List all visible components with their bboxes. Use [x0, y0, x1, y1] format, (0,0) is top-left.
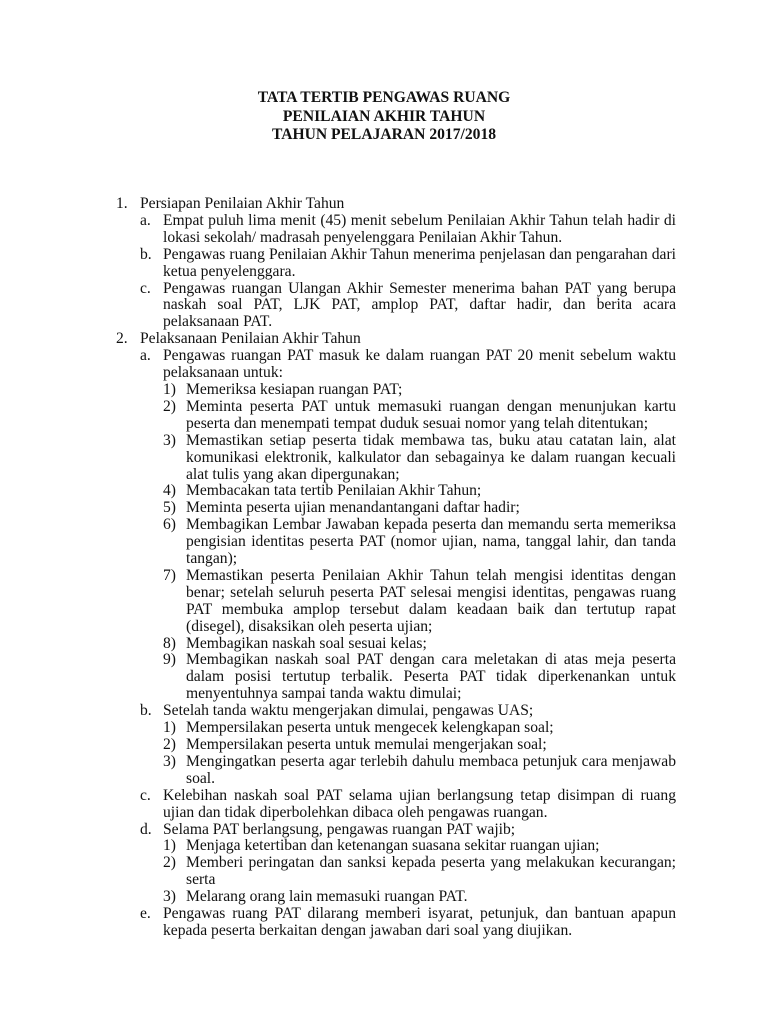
subitem-number: 3)	[163, 888, 176, 906]
list-item	[116, 703, 676, 720]
list-item	[116, 822, 676, 839]
sub-list-item	[116, 889, 676, 906]
subitem-number: 5)	[163, 499, 176, 517]
item-text: Empat puluh lima menit (45) menit sebelum Penilaian Akhir Tahun telah hadir di lokasi sekolah/ madrasah penyelenggara Penilaian Akhir Tahun.	[163, 211, 676, 246]
item-text: Pengawas ruangan PAT masuk ke dalam ruangan PAT 20 menit sebelum waktu pelaksanaan untuk:	[163, 347, 676, 382]
subitem-text: Membacakan tata tertib Penilaian Akhir Tahun;	[186, 482, 482, 500]
subitem-number: 2)	[163, 854, 176, 872]
item-text: Selama PAT berlangsung, pengawas ruangan PAT wajib;	[163, 820, 516, 838]
item-text: Pengawas ruang PAT dilarang memberi isyarat, petunjuk, dan bantuan apapun kepada peserta berkaitan dengan jawaban dari soal yang diujikan.	[163, 905, 676, 939]
subitem-text: Memastikan setiap peserta tidak membawa tas, buku atau catatan lain, alat komunikasi elektronik, kalkulator dan sebagainya ke dalam ruangan kecuali alat tulis yang akan dipergunakan;	[186, 431, 676, 483]
subitem-text: Memeriksa kesiapan ruangan PAT;	[186, 380, 403, 398]
subitem-text: Meminta peserta PAT untuk memasuki ruangan dengan menunjukan kartu peserta dan menempati tempat duduk sesuai nomor yang telah ditentukan;	[186, 397, 676, 432]
subitem-text: Melarang orang lain memasuki ruangan PAT.	[186, 888, 468, 906]
subitem-number: 8)	[163, 634, 176, 652]
subitem-text: Memastikan peserta Penilaian Akhir Tahun telah mengisi identitas dengan benar; setelah seluruh peserta PAT selesai mengisi identitas, pengawas ruang PAT membuka amplop tersebut dalam keadaan baik dan tertutup rapat (disegel), disaksikan oleh peserta ujian;	[186, 566, 676, 635]
list-item	[116, 348, 676, 382]
list-item	[116, 788, 676, 822]
item-letter: d.	[140, 820, 152, 838]
sub-list-item	[116, 838, 676, 855]
item-letter: b.	[140, 702, 152, 720]
item-text: Pengawas ruangan Ulangan Akhir Semester menerima bahan PAT yang berupa naskah soal PAT, LJK PAT, amplop PAT, daftar hadir, dan berita acara pelaksanaan PAT.	[163, 279, 676, 331]
subitem-text: Membagikan Lembar Jawaban kepada peserta dan memandu serta memeriksa pengisian identitas peserta PAT (nomor ujian, nama, tanggal lahir, dan tanda tangan);	[186, 516, 676, 568]
subitem-number: 2)	[163, 736, 176, 753]
item-text: Pengawas ruang Penilaian Akhir Tahun menerima penjelasan dan pengarahan dari ketua penyelenggara.	[163, 245, 676, 280]
document-title	[0, 89, 768, 145]
item-letter: c.	[140, 279, 151, 297]
list-item	[116, 281, 676, 332]
section-title: Pelaksanaan Penilaian Akhir Tahun	[140, 330, 361, 348]
sub-list-item	[116, 720, 676, 737]
title-line-3: TAHUN PELAJARAN 2017/2018	[271, 126, 497, 144]
sub-list-item	[116, 737, 676, 754]
item-letter: c.	[140, 786, 151, 804]
section-heading	[116, 196, 676, 213]
subitem-number: 2)	[163, 397, 176, 415]
subitem-number: 3)	[163, 752, 176, 770]
sub-list-item	[116, 636, 676, 653]
item-letter: a.	[140, 347, 151, 365]
list-item	[116, 213, 676, 247]
sub-list-item	[116, 500, 676, 517]
item-text: Setelah tanda waktu mengerjakan dimulai, pengawas UAS;	[163, 702, 534, 720]
item-letter: e.	[140, 905, 151, 923]
sub-list-item	[116, 855, 676, 889]
sub-list-item	[116, 433, 676, 484]
subitem-number: 6)	[163, 516, 176, 534]
sub-list-item	[116, 754, 676, 788]
subitem-text: Menjaga ketertiban dan ketenangan suasana sekitar ruangan ujian;	[186, 837, 600, 855]
list-item	[116, 906, 676, 940]
subitem-text: Meminta peserta ujian menandantangani daftar hadir;	[186, 499, 520, 517]
title-line-1: TATA TERTIB PENGAWAS RUANG	[257, 89, 511, 106]
subitem-text: Mempersilakan peserta untuk mengecek kelengkapan soal;	[186, 719, 554, 737]
section-number: 1.	[116, 195, 128, 212]
sub-list-item	[116, 399, 676, 433]
subitem-number: 3)	[163, 431, 176, 449]
subitem-number: 1)	[163, 719, 176, 737]
subitem-text: Membagikan naskah soal PAT dengan cara meletakan di atas meja peserta dalam posisi tertutup terbalik. Peserta PAT tidak diperkenankan untuk menyentuhnya sampai tanda waktu dimulai;	[186, 651, 676, 703]
subitem-number: 4)	[163, 482, 176, 500]
subitem-number: 1)	[163, 837, 176, 855]
section-heading	[116, 331, 676, 348]
subitem-text: Memberi peringatan dan sanksi kepada peserta yang melakukan kecurangan; serta	[186, 854, 676, 889]
sub-list-item	[116, 652, 676, 703]
subitem-number: 1)	[163, 380, 176, 398]
sub-list-item	[116, 568, 676, 636]
sub-list-item	[116, 517, 676, 568]
subitem-text: Mempersilakan peserta untuk memulai mengerjakan soal;	[186, 736, 547, 753]
list-item	[116, 247, 676, 281]
subitem-number: 9)	[163, 651, 176, 669]
sub-list-item	[116, 382, 676, 399]
document-body	[116, 196, 676, 940]
subitem-text: Mengingatkan peserta agar terlebih dahulu membaca petunjuk cara menjawab soal.	[186, 752, 676, 787]
section-title: Persiapan Penilaian Akhir Tahun	[140, 195, 345, 212]
sub-list-item	[116, 483, 676, 500]
subitem-text: Membagikan naskah soal sesuai kelas;	[186, 634, 427, 652]
section-number: 2.	[116, 330, 128, 348]
title-line-2: PENILAIAN AKHIR TAHUN	[282, 107, 486, 125]
item-letter: b.	[140, 245, 152, 263]
subitem-number: 7)	[163, 566, 176, 584]
item-letter: a.	[140, 211, 151, 229]
item-text: Kelebihan naskah soal PAT selama ujian berlangsung tetap disimpan di ruang ujian dan tidak diperbolehkan dibaca oleh pengawas ruangan.	[163, 786, 676, 821]
